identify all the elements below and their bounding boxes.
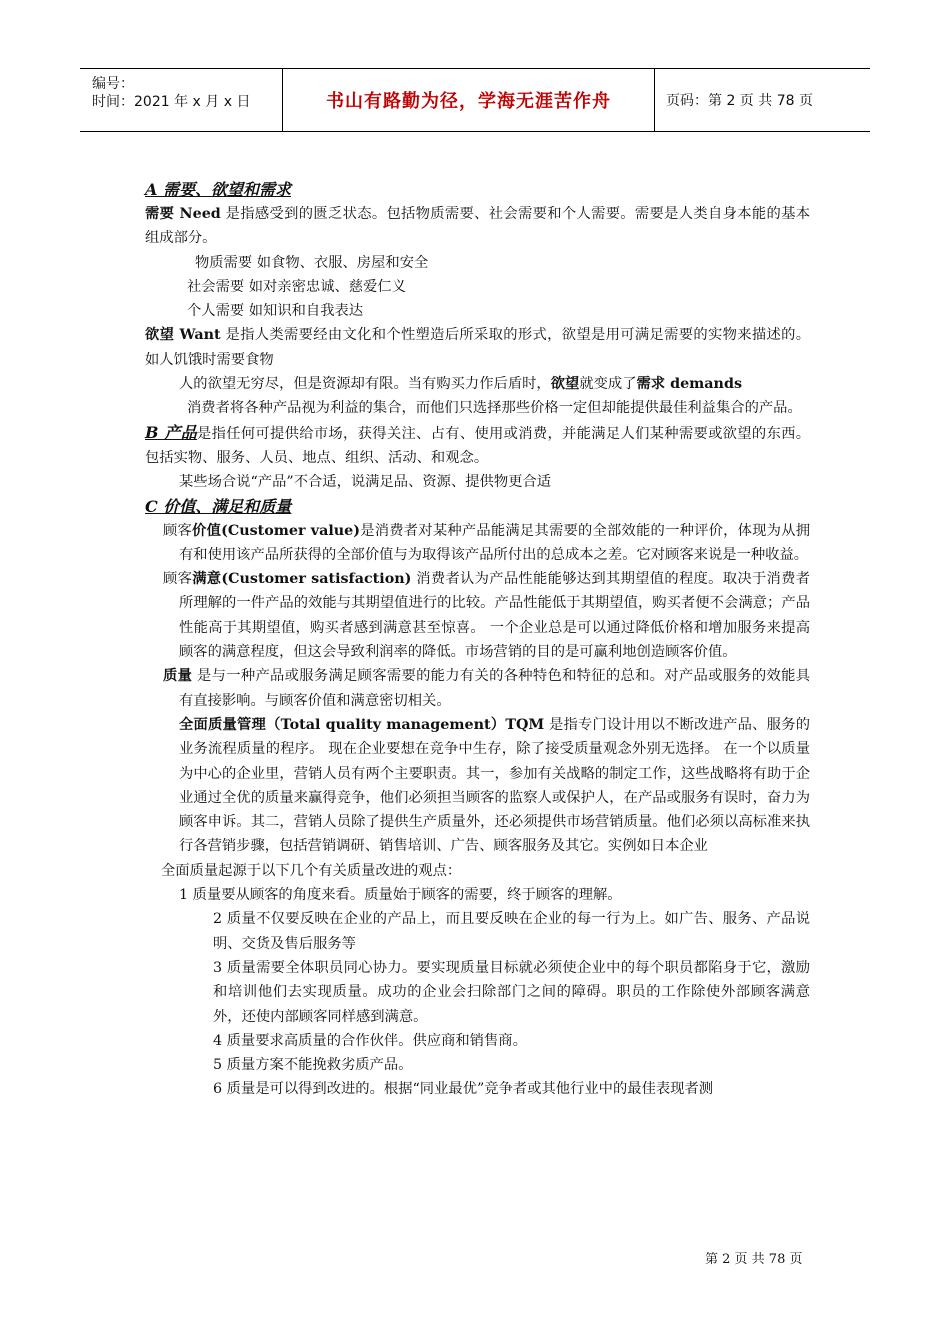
- tqm-term: 全面质量管理（Total quality management）TQM: [179, 716, 545, 733]
- need-item-2: 社会需要 如对亲密忠诚、慈爱仁义: [187, 278, 406, 295]
- section-b-title: B 产品: [145, 422, 198, 442]
- need-term: 需要 Need: [145, 206, 221, 222]
- tqm-point-2: 2 质量不仅要反映在企业的产品上，而且要反映在企业的每一行为上。如广告、服务、产品说明、交货及售后服务等: [213, 911, 810, 952]
- tqm-point-3: 3 质量需要全体职员同心协力。要实现质量目标就必须使企业中的每个职员都陷身于它，激励和培训他们去实现质量。成功的企业会扫除部门之间的障碍。职员的工作除使外部顾客满意外，还使内部顾客同样感到满意。: [213, 959, 810, 1025]
- demand-mid: 就变成了: [579, 376, 637, 393]
- demand-term: 需求 demands: [636, 376, 742, 393]
- demand-text: 消费者将各种产品视为利益的集合，而他们只选择那些价格一定但却能提供最佳利益集合的产品。: [187, 400, 802, 417]
- header-meta: [80, 69, 283, 131]
- demand-want: 欲望: [550, 376, 580, 393]
- quality-text: 是与一种产品或服务满足顾客需要的能力有关的各种特色和特征的总和。对产品或服务的效能具有直接影响。与顾客价值和满意密切相关。: [179, 668, 810, 709]
- value-text: 是消费者对某种产品能满足其需要的全部效能的一种评价，体现为从拥有和使用该产品所获得的全部价值与为取得该产品所付出的总成本之差。它对顾客来说是一种收益。: [179, 522, 811, 563]
- need-text: 是指感受到的匮乏状态。包括物质需要、社会需要和个人需要。需要是人类自身本能的基本组成部分。: [145, 206, 811, 247]
- satisfaction-paragraph: [145, 567, 810, 664]
- demand-paragraph: [145, 372, 810, 396]
- section-c-title: C 价值、满足和质量: [145, 496, 292, 516]
- demand-pre: 人的欲望无穷尽，但是资源却有限。当有购买力作后盾时，: [179, 376, 551, 393]
- header-time: 时间：2021 年 x 月 x 日: [92, 94, 251, 110]
- need-item-1: 物质需要 如食物、衣服、房屋和安全: [195, 254, 429, 271]
- tqm-text: 是指专门设计用以不断改进产品、服务的业务流程质量的程序。 现在企业要想在竞争中生存，除了接受质量观念外别无选择。 在一个以质量为中心的企业里，营销人员有两个主要职责。其一，参加有关战略的制定工作，这些战略将有助于企业通过全优的质量来赢得竞争，他们必须担当顾客的监察人或保护人，在产品或服务有误时，奋力为顾客申诉。其二，营销人员除了提供生产质量外，还必须提供市场营销质量。他们必须以高标准来执行各营销步骤，包括营销调研、销售培训、广告、顾客服务及其它。实例如日本企业: [179, 716, 811, 855]
- tqm-point-5: 5 质量方案不能挽救劣质产品。: [213, 1057, 413, 1074]
- value-paragraph: [145, 519, 810, 568]
- product-text: 是指任何可提供给市场，获得关注、占有、使用或消费，并能满足人们某种需要或欲望的东西。包括实物、服务、人员、地点、组织、活动、和观念。: [145, 425, 810, 466]
- header-number: 编号：: [92, 76, 134, 92]
- page-header: [80, 68, 870, 132]
- want-term: 欲望 Want: [145, 327, 221, 344]
- tqm-origin: 全面质量起源于以下几个有关质量改进的观点：: [161, 862, 462, 879]
- product-note: 某些场合说“产品”不合适，说满足品、资源、提供物更合适: [179, 474, 552, 491]
- need-item-3: 个人需要 如知识和自我表达: [187, 303, 364, 320]
- sat-pre: 顾客: [163, 571, 193, 588]
- quality-paragraph: [145, 664, 810, 713]
- value-term: 价值(Customer value): [192, 522, 361, 539]
- need-paragraph: [145, 202, 810, 251]
- want-text: 是指人类需要经由文化和个性塑造后所采取的形式，欲望是用可满足需要的实物来描述的。 如人饥饿时需要食物: [145, 327, 810, 368]
- want-paragraph: [145, 323, 810, 372]
- tqm-point-4: 4 质量要求高质量的合作伙伴。供应商和销售商。: [213, 1032, 527, 1049]
- tqm-point-6: 6 质量是可以得到改进的。根据“同业最优”竞争者或其他行业中的最佳表现者测: [213, 1081, 714, 1098]
- tqm-paragraph: [145, 713, 810, 859]
- header-motto: 书山有路勤为径，学海无涯苦作舟: [283, 69, 655, 131]
- header-page-info: 页码：第 2 页 共 78 页: [666, 93, 813, 109]
- sat-term: 满意(Customer satisfaction): [192, 571, 412, 588]
- product-paragraph: [145, 421, 810, 471]
- section-a-title: A 需要、欲望和需求: [145, 180, 291, 199]
- sat-text: 消费者认为产品性能能够达到其期望值的程度。取决于消费者所理解的一件产品的效能与其期望值进行的比较。产品性能低于其期望值，购买者便不会满意；产品性能高于其期望值，购买者感到满意甚至惊喜。 一个企业总是可以通过降低价格和增加服务来提高顾客的满意程度，但这会导致利润率的降低。市场营销的目的是可赢利地创造顾客价值。: [179, 571, 811, 661]
- document-body: [145, 178, 810, 1102]
- tqm-point-1: 1 质量要从顾客的角度来看。质量始于顾客的需要，终于顾客的理解。: [179, 887, 622, 904]
- quality-term: 质量: [163, 668, 193, 685]
- page-footer: 第 2 页 共 78 页: [705, 1252, 803, 1267]
- value-pre: 顾客: [163, 522, 193, 539]
